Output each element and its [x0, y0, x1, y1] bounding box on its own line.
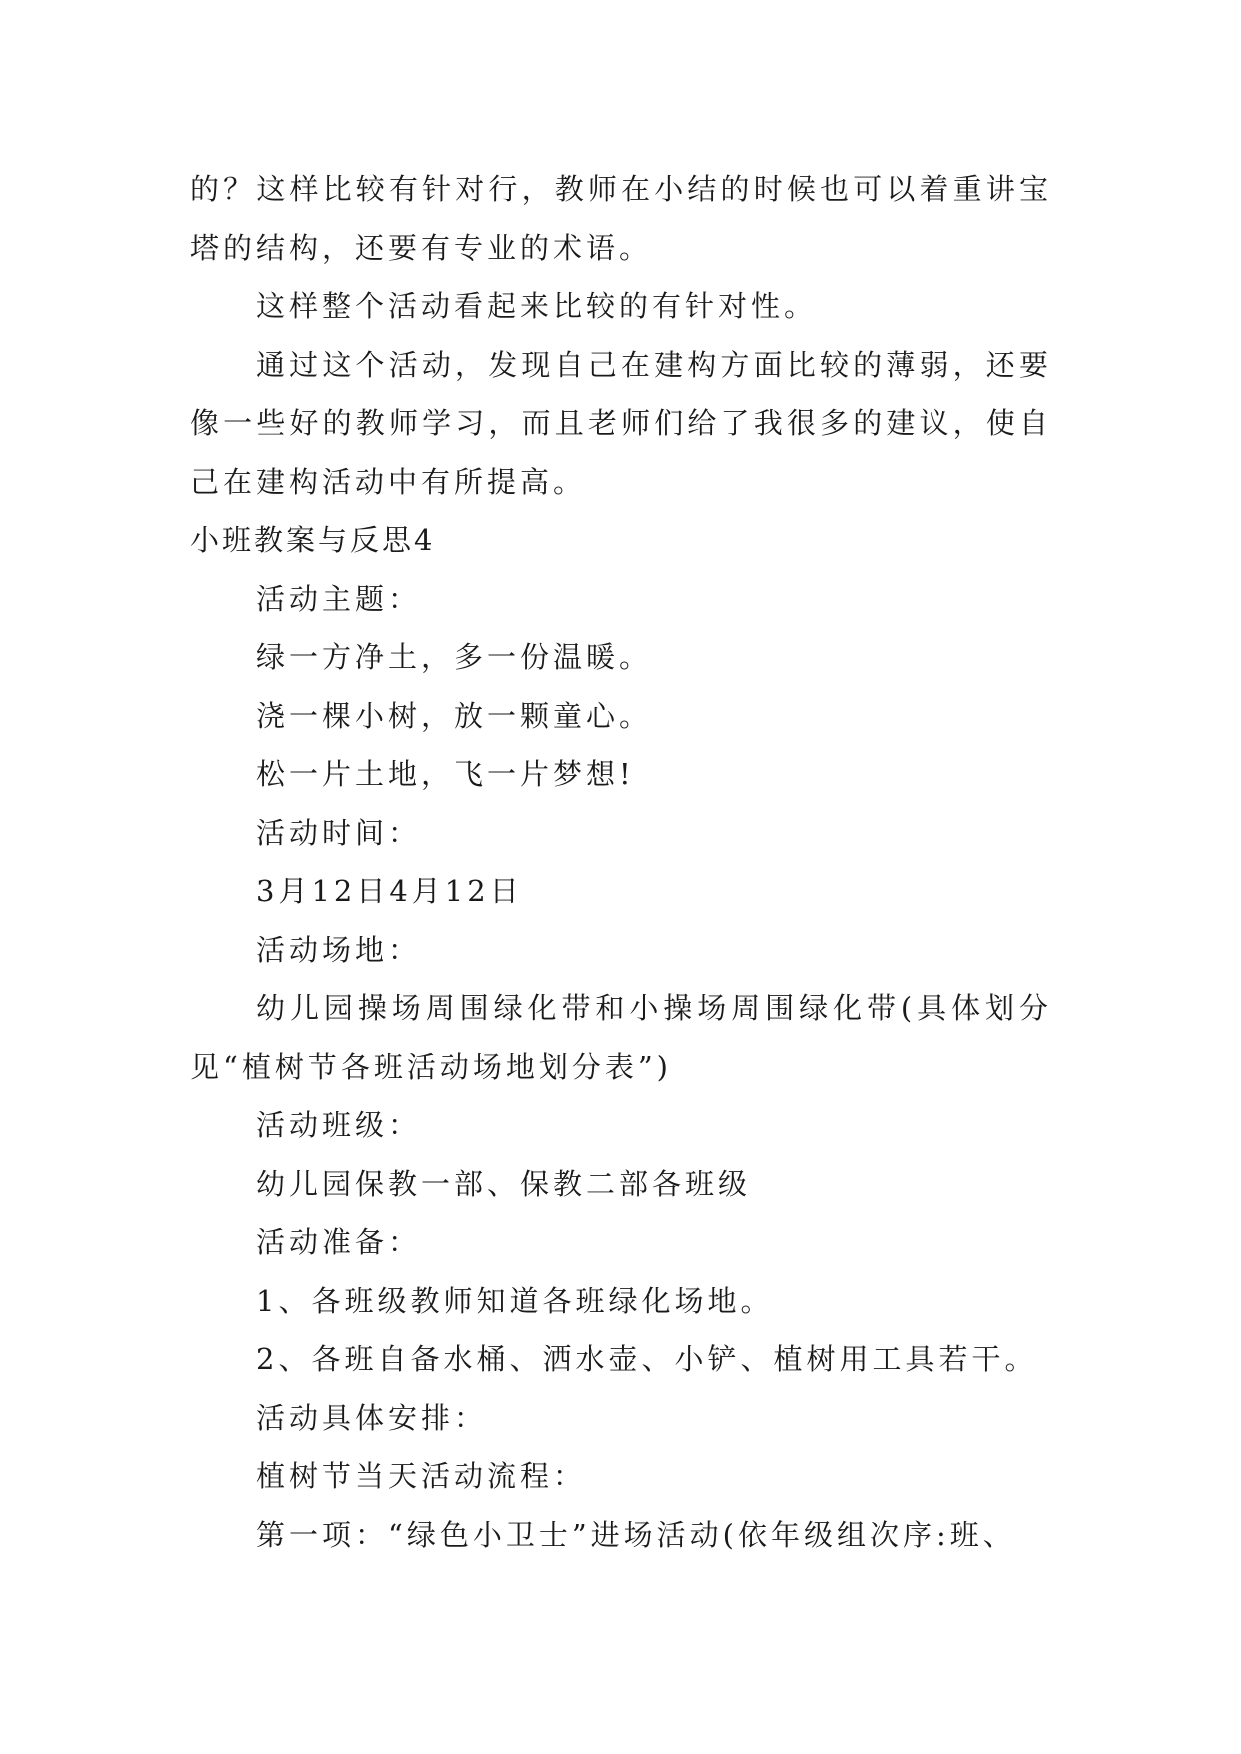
paragraph-activity-time-value: 3月12日4月12日: [256, 874, 523, 908]
paragraph-activity-venue-label: 活动场地：: [256, 932, 422, 967]
paragraph-theme-line-2: 浇一棵小树，放一颗童心。: [256, 698, 653, 733]
paragraph-schedule-label: 活动具体安排：: [256, 1400, 488, 1435]
paragraph-theme-line-1: 绿一方净土，多一份温暖。: [256, 640, 653, 674]
paragraph-flow-item-1: 第一项：“绿色小卫士”进场活动(依年级组次序:班、: [256, 1517, 1016, 1552]
paragraph-activity-prep-label: 活动准备：: [256, 1225, 422, 1259]
paragraph-1: 的？这样比较有针对行，教师在小结的时候也可以着重讲宝塔的结构，还要有专业的术语。: [190, 172, 1052, 265]
document-body: [190, 160, 1052, 1564]
paragraph-activity-time-label: 活动时间：: [256, 815, 422, 850]
paragraph-3: 通过这个活动，发现自己在建构方面比较的薄弱，还要像一些好的教师学习，而且老师们给了我很多的建议，使自己在建构活动中有所提高。: [190, 347, 1052, 499]
paragraph-activity-class-value: 幼儿园保教一部、保教二部各班级: [256, 1166, 752, 1201]
paragraph-activity-theme-label: 活动主题：: [256, 581, 422, 616]
paragraph-prep-item-2: 2、各班自备水桶、洒水壶、小铲、植树用工具若干。: [256, 1342, 1038, 1376]
paragraph-activity-venue-value: 幼儿园操场周围绿化带和小操场周围绿化带(具体划分见“植树节各班活动场地划分表”): [190, 991, 1052, 1084]
section-heading: 小班教案与反思4: [190, 523, 436, 557]
paragraph-day-flow-label: 植树节当天活动流程：: [256, 1459, 587, 1493]
paragraph-activity-class-label: 活动班级：: [256, 1108, 422, 1142]
paragraph-theme-line-3: 松一片土地，飞一片梦想!: [256, 757, 635, 791]
paragraph-prep-item-1: 1、各班级教师知道各班绿化场地。: [256, 1283, 774, 1318]
paragraph-2: 这样整个活动看起来比较的有针对性。: [256, 289, 818, 323]
